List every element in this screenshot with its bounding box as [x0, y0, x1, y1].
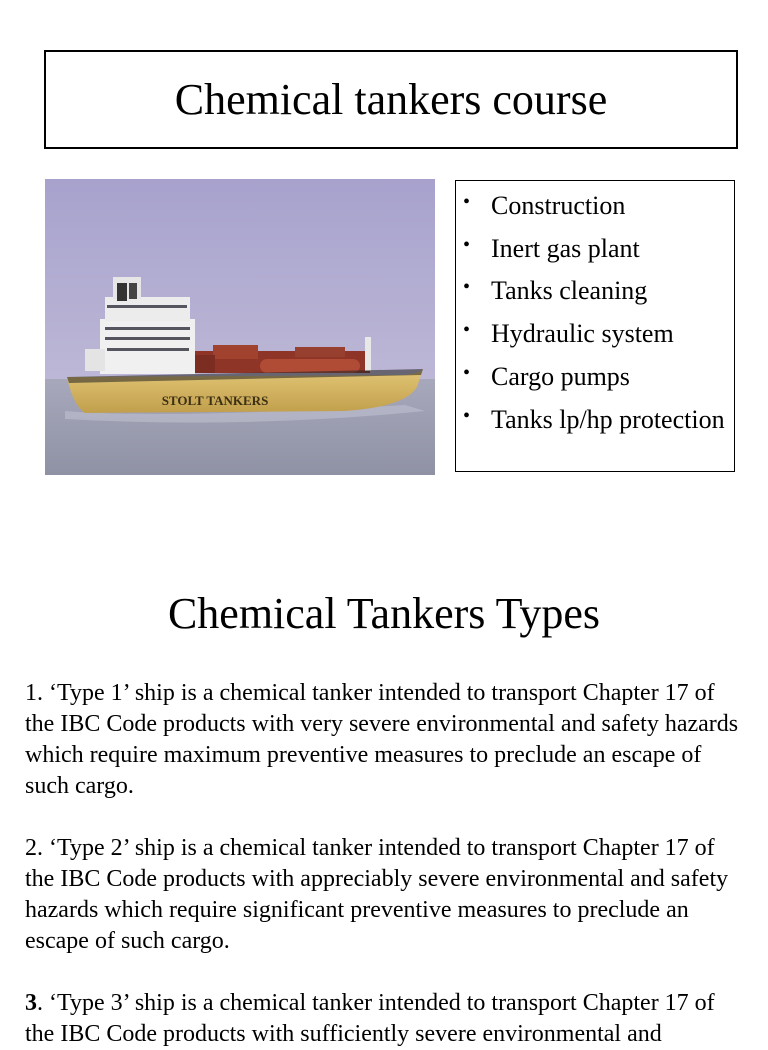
section-title: Chemical Tankers Types — [167, 589, 601, 638]
type-paragraph: 1. ‘Type 1’ ship is a chemical tanker intended to transport Chapter 17 of the IBC Code products with very severe environmental and safety hazards which require maximum preventive measures to preclude an escape of such cargo. — [25, 680, 739, 799]
tanker-photo — [45, 179, 435, 475]
bullet-icon: • — [463, 234, 471, 256]
types-text — [25, 678, 745, 1050]
page-title: Chemical tankers course — [174, 74, 608, 124]
topic-item: • Inert gas plant — [456, 230, 734, 267]
type-paragraph: 2. ‘Type 2’ ship is a chemical tanker intended to transport Chapter 17 of the IBC Code products with appreciably severe environmental and safety hazards which require significant preventive measures to preclude an escape of such cargo. — [25, 835, 729, 954]
topics-box — [455, 180, 735, 472]
title-box — [44, 50, 738, 149]
topics-list — [456, 181, 734, 438]
topic-item: • Cargo pumps — [456, 358, 734, 395]
topic-item: • Construction — [456, 187, 734, 224]
bullet-icon: • — [463, 191, 471, 213]
bullet-icon: • — [463, 405, 471, 427]
topic-item: • Tanks lp/hp protection — [456, 401, 734, 438]
hull-lettering: STOLT TANKERS — [161, 393, 269, 408]
bullet-icon: • — [463, 276, 471, 298]
type-paragraph: 3. ‘Type 3’ ship is a chemical tanker intended to transport Chapter 17 of the IBC Code products with sufficiently severe environmental and — [25, 990, 715, 1047]
bullet-icon: • — [463, 319, 471, 341]
topic-item: • Hydraulic system — [456, 315, 734, 352]
topic-item: • Tanks cleaning — [456, 272, 734, 309]
bullet-icon: • — [463, 362, 471, 384]
